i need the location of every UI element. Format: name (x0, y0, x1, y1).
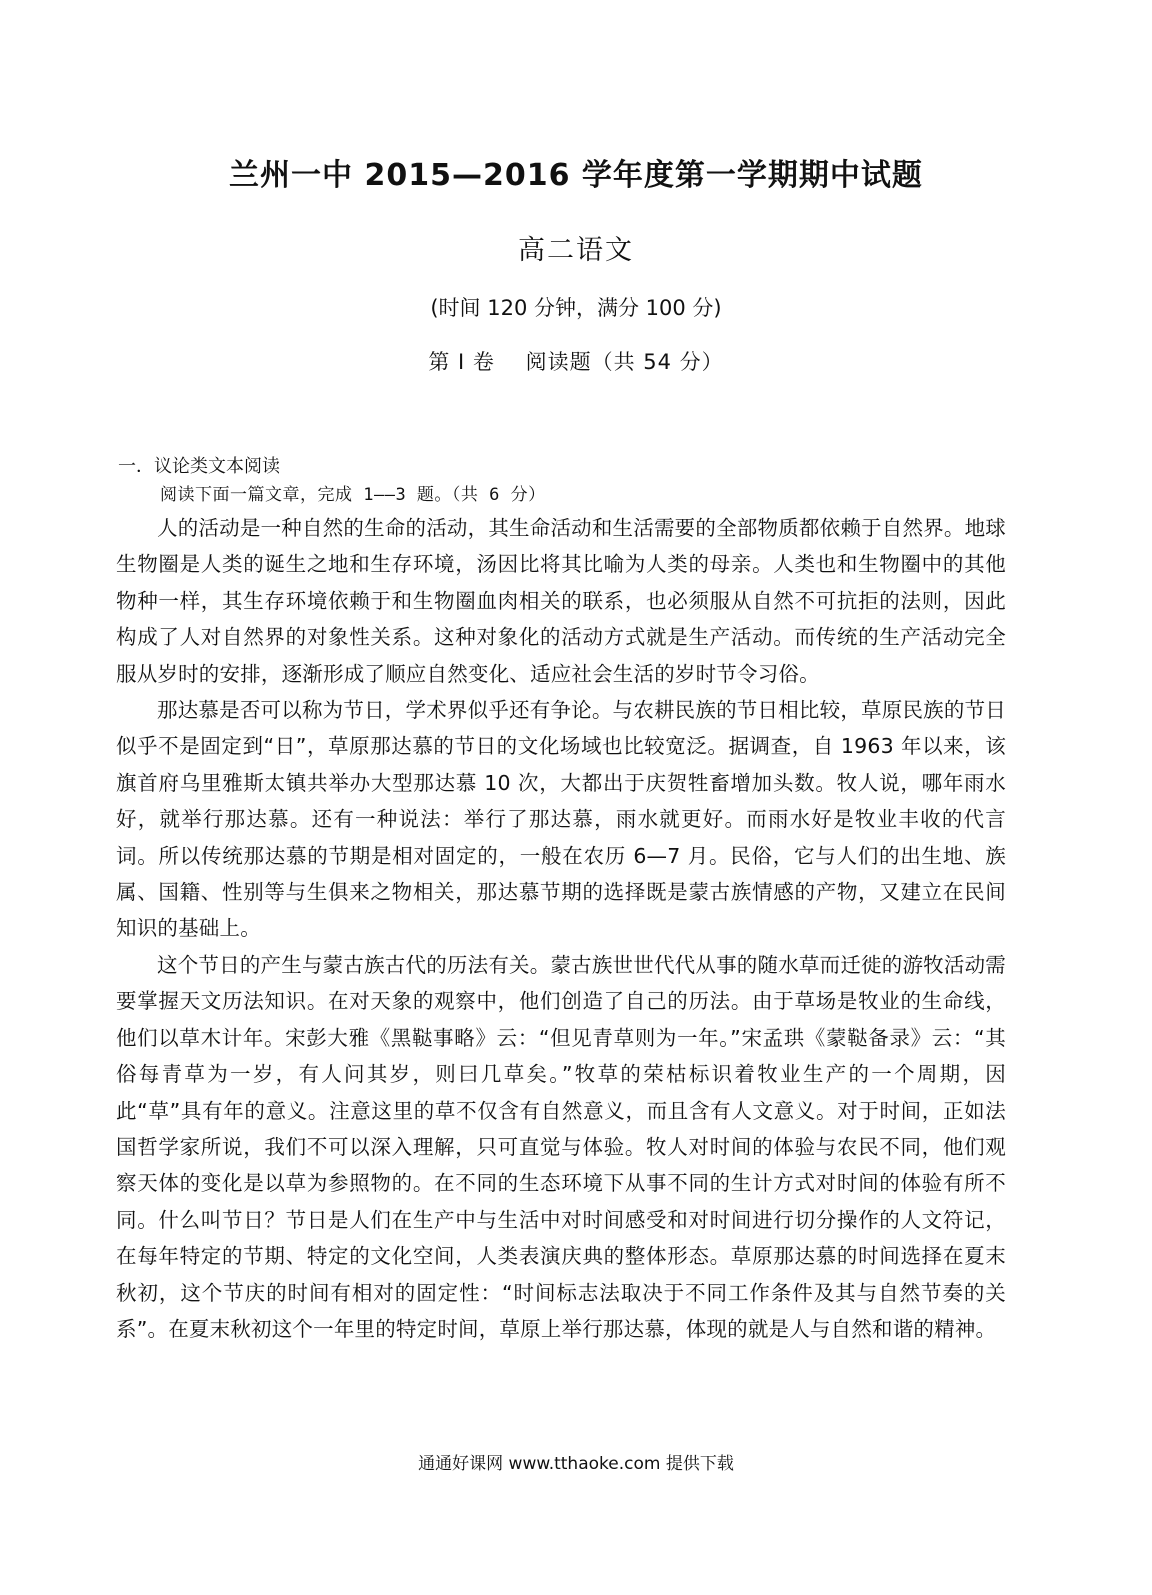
download-footer: 通通好课网 www.tthaoke.com 提供下载 (418, 1454, 734, 1474)
reading-article (116, 510, 1006, 1347)
exam-title: 兰州一中 2015—2016 学年度第一学期期中试题 (229, 158, 923, 193)
article-paragraph: 那达慕是否可以称为节日，学术界似乎还有争论。与农耕民族的节日相比较，草原民族的节日似乎不是固定到“日”，草原那达慕的节日的文化场域也比较宽泛。据调查，自 1963 年以来，该旗首府乌里雅斯太镇共举办大型那达慕 10 次，大都出于庆贺牲畜增加头数。牧人说，哪年雨水好，就举行那达慕。还有一种说法：举行了那达慕，雨水就更好。而雨水好是牧业丰收的代言词。所以传统那达慕的节期是相对固定的，一般在农历 6—7 月。民俗，它与人们的出生地、族属、国籍、性别等与生俱来之物相关，那达慕节期的选择既是蒙古族情感的产物，又建立在民间知识的基础上。 (116, 698, 1006, 941)
exam-time-score-info: (时间 120 分钟，满分 100 分) (430, 296, 722, 320)
section-heading: 一．议论类文本阅读 (118, 456, 280, 477)
article-paragraph: 这个节日的产生与蒙古族古代的历法有关。蒙古族世世代代从事的随水草而迁徙的游牧活动需要掌握天文历法知识。在对天象的观察中，他们创造了自己的历法。由于草场是牧业的生命线，他们以草木计年。宋彭大雅《黑鞑事略》云：“但见青草则为一年。”宋孟珙《蒙鞑备录》云：“其俗每青草为一岁，有人问其岁，则曰几草矣。”牧草的荣枯标识着牧业生产的一个周期，因此“草”具有年的意义。注意这里的草不仅含有自然意义，而且含有人文意义。对于时间，正如法国哲学家所说，我们不可以深入理解，只可直觉与体验。牧人对时间的体验与农民不同，他们观察天体的变化是以草为参照物的。在不同的生态环境下从事不同的生计方式对时间的体验有所不同。什么叫节日？节日是人们在生产中与生活中对时间感受和对时间进行切分操作的人文符记，在每年特定的节期、特定的文化空间，人类表演庆典的整体形态。草原那达慕的时间选择在夏末秋初，这个节庆的时间有相对的固定性：“时间标志法取决于不同工作条件及其与自然节奏的关系”。在夏末秋初这个一年里的特定时间，草原上举行那达慕，体现的就是人与自然和谐的精神。 (116, 952, 1006, 1341)
part-label: 第 Ⅰ 卷 (428, 350, 495, 374)
section-instruction: 阅读下面一篇文章，完成 1——3 题。（共 6 分） (160, 485, 546, 505)
subject-title: 高二语文 (518, 235, 634, 266)
article-paragraph: 人的活动是一种自然的生命的活动，其生命活动和生活需要的全部物质都依赖于自然界。地球生物圈是人类的诞生之地和生存环境，汤因比将其比喻为人类的母亲。人类也和生物圈中的其他物种一样，其生存环境依赖于和生物圈血肉相关的联系，也必须服从自然不可抗拒的法则，因此构成了人对自然界的对象性关系。这种对象化的活动方式就是生产活动。而传统的生产活动完全服从岁时的安排，逐渐形成了顺应自然变化、适应社会生活的岁时节令习俗。 (116, 516, 1006, 686)
part-heading (0, 346, 1152, 376)
part-name: 阅读题（共 54 分） (525, 350, 724, 374)
